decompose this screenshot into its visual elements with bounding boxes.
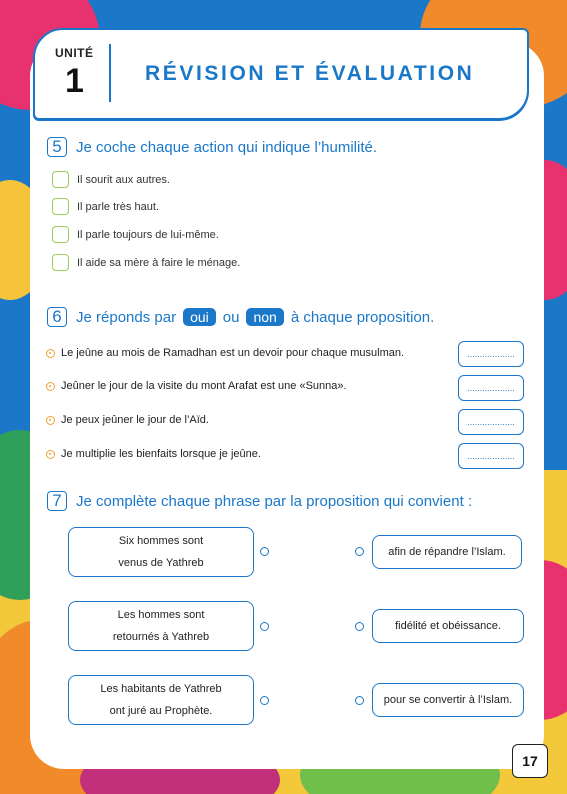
unit-label: UNITÉ bbox=[55, 46, 94, 60]
bullet-icon bbox=[46, 450, 55, 459]
match-left-line: Six hommes sont bbox=[118, 535, 204, 547]
answer-field[interactable]: ................... bbox=[458, 341, 524, 367]
unit-number: 1 bbox=[65, 62, 84, 100]
checklist-item[interactable] bbox=[52, 171, 170, 188]
proposition-text: Je multiplie les bienfaits lorsque je jeûne. bbox=[61, 448, 261, 460]
chip-non: non bbox=[246, 308, 283, 326]
exercise-number-badge: 6 bbox=[47, 307, 67, 327]
proposition-text: Je peux jeûner le jour de l’Aïd. bbox=[61, 414, 209, 426]
exercise-5-title bbox=[47, 137, 377, 157]
header-divider bbox=[109, 44, 111, 102]
exercise-instruction-end: à chaque proposition. bbox=[290, 308, 435, 326]
checklist-item[interactable] bbox=[52, 198, 159, 215]
exercise-7-title bbox=[47, 491, 472, 511]
answer-field[interactable]: ................... bbox=[458, 409, 524, 435]
proposition-item bbox=[46, 347, 404, 359]
chip-oui: oui bbox=[183, 308, 216, 326]
match-right-anchor[interactable] bbox=[355, 622, 364, 631]
match-right-anchor[interactable] bbox=[355, 547, 364, 556]
checklist-item-label: Il parle toujours de lui-même. bbox=[77, 228, 219, 241]
proposition-item bbox=[46, 380, 347, 392]
checklist-item-label: Il sourit aux autres. bbox=[77, 173, 170, 186]
match-left-line: venus de Yathreb bbox=[118, 557, 204, 569]
checklist-item[interactable] bbox=[52, 254, 240, 271]
unit-header bbox=[33, 28, 529, 120]
match-left-box bbox=[68, 675, 254, 725]
proposition-text: Le jeûne au mois de Ramadhan est un devoir pour chaque musulman. bbox=[61, 347, 405, 359]
exercise-instruction-mid: ou bbox=[222, 308, 240, 326]
checklist-item-label: Il parle très haut. bbox=[77, 200, 159, 213]
checkbox[interactable] bbox=[52, 171, 69, 188]
match-left-line: Les hommes sont bbox=[117, 609, 205, 621]
match-left-line: Les habitants de Yathreb bbox=[100, 683, 222, 695]
match-right-box: afin de répandre l’Islam. bbox=[372, 535, 522, 569]
answer-field[interactable]: ................... bbox=[458, 375, 524, 401]
match-left-line: retournés à Yathreb bbox=[112, 631, 210, 643]
answer-field[interactable]: ................... bbox=[458, 443, 524, 469]
match-right-box: pour se convertir à l’Islam. bbox=[372, 683, 524, 717]
match-left-box bbox=[68, 527, 254, 577]
bullet-icon bbox=[46, 349, 55, 358]
proposition-item bbox=[46, 448, 261, 460]
page-number: 17 bbox=[512, 744, 548, 778]
checkbox[interactable] bbox=[52, 226, 69, 243]
bullet-icon bbox=[46, 382, 55, 391]
exercise-number-badge: 5 bbox=[47, 137, 67, 157]
exercise-6-title bbox=[47, 307, 434, 327]
checkbox[interactable] bbox=[52, 254, 69, 271]
exercise-instruction: Je complète chaque phrase par la proposition qui convient : bbox=[76, 492, 473, 510]
proposition-text: Jeûner le jour de la visite du mont Arafat est une «Sunna». bbox=[61, 380, 347, 392]
exercise-number-badge: 7 bbox=[47, 491, 67, 511]
match-right-box: fidélité et obéissance. bbox=[372, 609, 524, 643]
bullet-icon bbox=[46, 416, 55, 425]
checklist-item-label: Il aide sa mère à faire le ménage. bbox=[77, 256, 241, 269]
match-left-anchor[interactable] bbox=[260, 696, 269, 705]
match-right-anchor[interactable] bbox=[355, 696, 364, 705]
checklist-item[interactable] bbox=[52, 226, 219, 243]
proposition-item bbox=[46, 414, 209, 426]
match-left-anchor[interactable] bbox=[260, 547, 269, 556]
match-left-box bbox=[68, 601, 254, 651]
exercise-instruction-start: Je réponds par bbox=[76, 308, 177, 326]
page-title: RÉVISION ET ÉVALUATION bbox=[145, 62, 475, 85]
exercise-instruction: Je coche chaque action qui indique l’humilité. bbox=[76, 138, 378, 156]
match-left-line: ont juré au Prophète. bbox=[109, 705, 213, 717]
match-left-anchor[interactable] bbox=[260, 622, 269, 631]
checkbox[interactable] bbox=[52, 198, 69, 215]
